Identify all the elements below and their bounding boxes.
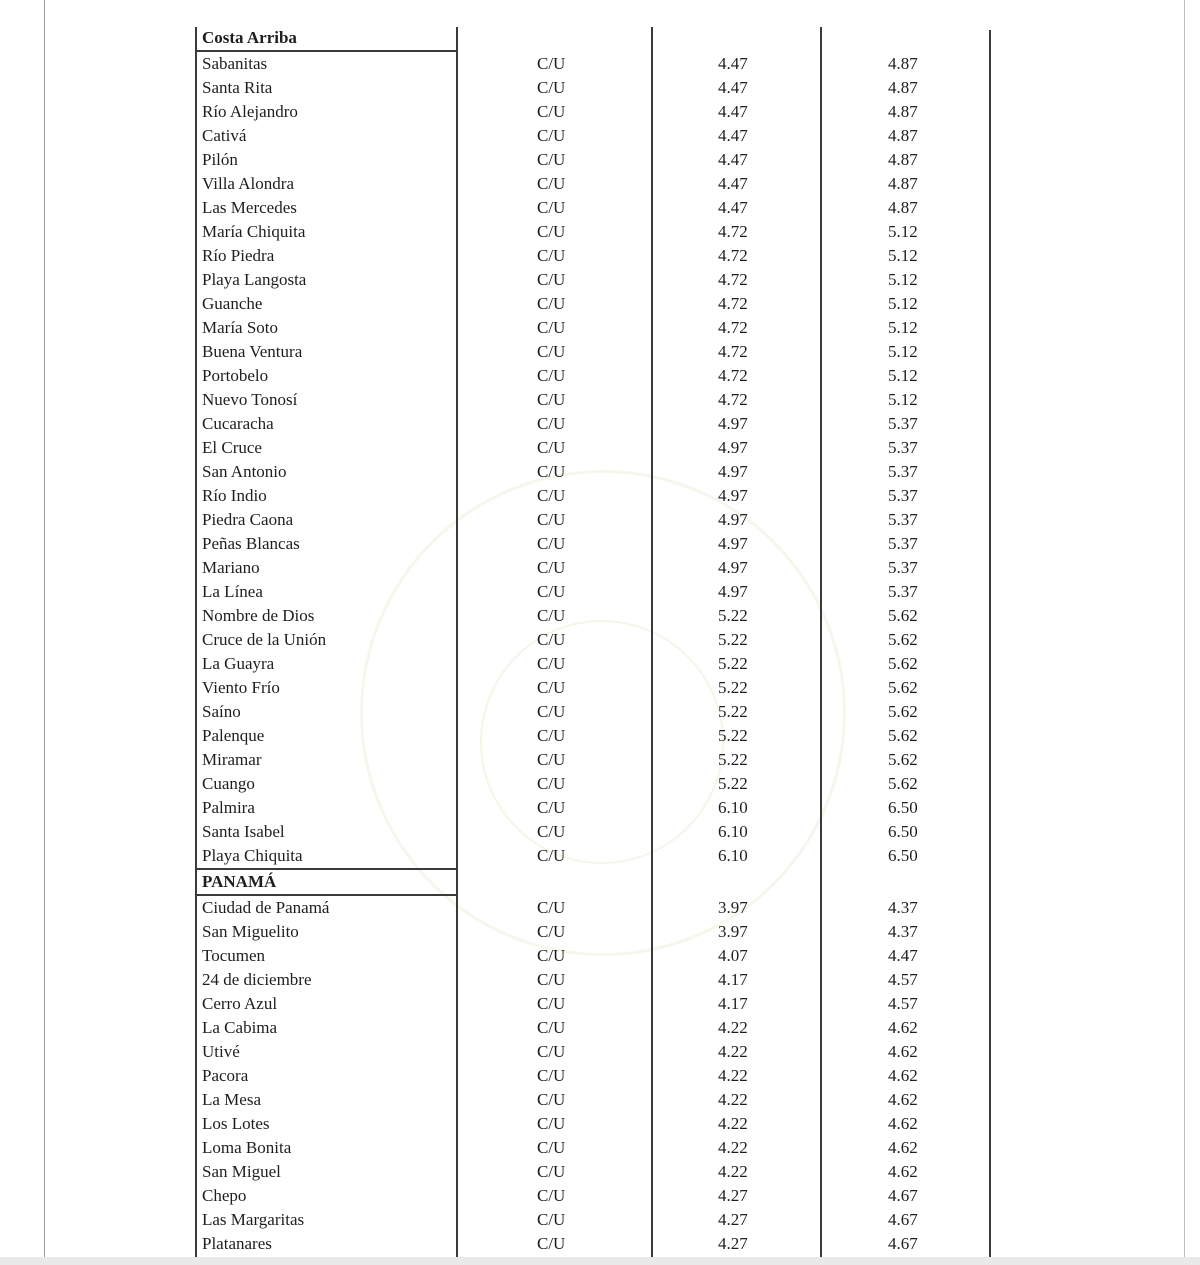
unit-cell: C/U [537, 1114, 566, 1133]
unit-cell: C/U [537, 994, 566, 1013]
price-cell-1: 4.22 [718, 1138, 748, 1157]
table-row [0, 316, 1200, 340]
price-cell-1: 5.22 [718, 750, 748, 769]
price-cell-1: 5.22 [718, 774, 748, 793]
price-cell-2: 5.62 [888, 678, 918, 697]
price-cell-1: 3.97 [718, 922, 748, 941]
price-cell-1: 5.22 [718, 630, 748, 649]
table-row [0, 556, 1200, 580]
unit-cell: C/U [537, 582, 566, 601]
price-cell-1: 6.10 [718, 798, 748, 817]
table-row [0, 652, 1200, 676]
location-name: Guanche [202, 294, 263, 313]
section-title: PANAMÁ [202, 872, 277, 891]
unit-cell: C/U [537, 898, 566, 917]
price-cell-2: 4.62 [888, 1162, 918, 1181]
price-cell-1: 4.97 [718, 534, 748, 553]
price-cell-1: 5.22 [718, 654, 748, 673]
table-row [0, 172, 1200, 196]
price-cell-1: 5.22 [718, 606, 748, 625]
price-cell-1: 5.22 [718, 702, 748, 721]
section-title: Costa Arriba [202, 28, 297, 47]
location-name: Cucaracha [202, 414, 274, 433]
unit-cell: C/U [537, 126, 566, 145]
table-row [0, 580, 1200, 604]
table-row [0, 52, 1200, 76]
table-row [0, 268, 1200, 292]
price-cell-1: 4.97 [718, 558, 748, 577]
location-name: Saíno [202, 702, 241, 721]
location-name: Palenque [202, 726, 265, 745]
unit-cell: C/U [537, 1234, 566, 1253]
price-cell-1: 4.22 [718, 1018, 748, 1037]
unit-cell: C/U [537, 1066, 566, 1085]
price-cell-2: 4.87 [888, 174, 918, 193]
price-cell-1: 4.22 [718, 1114, 748, 1133]
location-name: La Mesa [202, 1090, 262, 1109]
unit-cell: C/U [537, 750, 566, 769]
unit-cell: C/U [537, 606, 566, 625]
location-name: Miramar [202, 750, 262, 769]
price-cell-1: 4.72 [718, 270, 748, 289]
table-row [0, 968, 1200, 992]
unit-cell: C/U [537, 1186, 566, 1205]
unit-cell: C/U [537, 342, 566, 361]
price-cell-1: 4.22 [718, 1090, 748, 1109]
price-cell-2: 5.37 [888, 438, 918, 457]
price-cell-1: 4.22 [718, 1066, 748, 1085]
location-name: San Antonio [202, 462, 287, 481]
unit-cell: C/U [537, 1042, 566, 1061]
table-row [0, 748, 1200, 772]
table-row [0, 532, 1200, 556]
location-name: Sabanitas [202, 54, 268, 73]
location-name: San Miguel [202, 1162, 281, 1181]
price-cell-1: 4.72 [718, 318, 748, 337]
price-cell-2: 4.87 [888, 54, 918, 73]
price-cell-2: 5.37 [888, 534, 918, 553]
price-cell-1: 4.27 [718, 1210, 748, 1229]
price-cell-2: 4.87 [888, 102, 918, 121]
unit-cell: C/U [537, 270, 566, 289]
location-name: Loma Bonita [202, 1138, 292, 1157]
table-row [0, 1160, 1200, 1184]
price-cell-1: 4.47 [718, 126, 748, 145]
location-name: Pacora [202, 1066, 249, 1085]
unit-cell: C/U [537, 774, 566, 793]
table-row [0, 772, 1200, 796]
price-cell-2: 4.62 [888, 1090, 918, 1109]
price-cell-1: 4.72 [718, 342, 748, 361]
price-cell-2: 5.62 [888, 726, 918, 745]
price-cell-2: 5.12 [888, 294, 918, 313]
location-name: Nuevo Tonosí [202, 390, 298, 409]
price-cell-2: 5.37 [888, 510, 918, 529]
unit-cell: C/U [537, 1018, 566, 1037]
unit-cell: C/U [537, 654, 566, 673]
location-name: Cerro Azul [202, 994, 278, 1013]
table-row [0, 676, 1200, 700]
table-row [0, 364, 1200, 388]
price-cell-2: 5.37 [888, 414, 918, 433]
unit-cell: C/U [537, 462, 566, 481]
price-cell-2: 4.62 [888, 1042, 918, 1061]
location-name: Villa Alondra [202, 174, 294, 193]
location-name: Palmira [202, 798, 255, 817]
price-cell-2: 5.37 [888, 582, 918, 601]
location-name: La Guayra [202, 654, 275, 673]
location-name: El Cruce [202, 438, 262, 457]
location-name: La Línea [202, 582, 263, 601]
price-cell-2: 5.62 [888, 654, 918, 673]
price-cell-1: 4.47 [718, 102, 748, 121]
price-cell-1: 4.72 [718, 366, 748, 385]
location-name: Chepo [202, 1186, 247, 1205]
unit-cell: C/U [537, 534, 566, 553]
unit-cell: C/U [537, 1090, 566, 1109]
location-name: Las Margaritas [202, 1210, 305, 1229]
unit-cell: C/U [537, 630, 566, 649]
price-cell-1: 4.72 [718, 246, 748, 265]
location-name: Las Mercedes [202, 198, 297, 217]
price-cell-1: 4.72 [718, 294, 748, 313]
table-row [0, 796, 1200, 820]
unit-cell: C/U [537, 78, 566, 97]
table-row [0, 1184, 1200, 1208]
table-row [0, 700, 1200, 724]
location-name: Ciudad de Panamá [202, 898, 330, 917]
unit-cell: C/U [537, 438, 566, 457]
unit-cell: C/U [537, 198, 566, 217]
table-row [0, 508, 1200, 532]
price-cell-1: 4.47 [718, 78, 748, 97]
price-cell-1: 4.97 [718, 438, 748, 457]
price-cell-2: 4.57 [888, 970, 918, 989]
price-cell-1: 5.22 [718, 678, 748, 697]
table-row [0, 148, 1200, 172]
location-name: Río Indio [202, 486, 267, 505]
location-name: Cuango [202, 774, 255, 793]
unit-cell: C/U [537, 726, 566, 745]
price-cell-2: 4.87 [888, 78, 918, 97]
location-name: Pilón [202, 150, 238, 169]
price-cell-2: 4.37 [888, 898, 918, 917]
price-cell-2: 5.12 [888, 342, 918, 361]
price-cell-2: 6.50 [888, 846, 918, 865]
price-cell-2: 5.12 [888, 246, 918, 265]
table-row [0, 896, 1200, 920]
location-name: Río Piedra [202, 246, 275, 265]
price-cell-2: 4.62 [888, 1138, 918, 1157]
price-cell-2: 5.12 [888, 222, 918, 241]
location-name: La Cabima [202, 1018, 278, 1037]
location-name: Nombre de Dios [202, 606, 315, 625]
unit-cell: C/U [537, 558, 566, 577]
unit-cell: C/U [537, 486, 566, 505]
price-cell-2: 4.87 [888, 126, 918, 145]
table-row [0, 1112, 1200, 1136]
location-name: Cruce de la Unión [202, 630, 327, 649]
price-cell-2: 4.62 [888, 1114, 918, 1133]
unit-cell: C/U [537, 846, 566, 865]
table-row [0, 1040, 1200, 1064]
unit-cell: C/U [537, 970, 566, 989]
location-name: María Soto [202, 318, 279, 337]
unit-cell: C/U [537, 246, 566, 265]
table-row [0, 436, 1200, 460]
price-cell-1: 5.22 [718, 726, 748, 745]
price-cell-1: 4.27 [718, 1234, 748, 1253]
location-name: María Chiquita [202, 222, 306, 241]
price-cell-1: 4.17 [718, 970, 748, 989]
table-row [0, 220, 1200, 244]
price-cell-2: 5.37 [888, 558, 918, 577]
unit-cell: C/U [537, 222, 566, 241]
unit-cell: C/U [537, 798, 566, 817]
table-row [0, 1064, 1200, 1088]
price-cell-2: 4.67 [888, 1186, 918, 1205]
location-name: Río Alejandro [202, 102, 298, 121]
price-cell-1: 4.97 [718, 462, 748, 481]
location-name: Playa Chiquita [202, 846, 303, 865]
price-cell-2: 4.62 [888, 1018, 918, 1037]
price-cell-2: 4.57 [888, 994, 918, 1013]
table-row [0, 388, 1200, 412]
table-row [0, 1208, 1200, 1232]
price-cell-1: 4.97 [718, 582, 748, 601]
unit-cell: C/U [537, 702, 566, 721]
location-name: 24 de diciembre [202, 970, 312, 989]
table-row [0, 944, 1200, 968]
location-name: San Miguelito [202, 922, 299, 941]
price-cell-1: 6.10 [718, 822, 748, 841]
location-name: Playa Langosta [202, 270, 307, 289]
price-cell-1: 4.07 [718, 946, 748, 965]
unit-cell: C/U [537, 54, 566, 73]
location-name: Cativá [202, 126, 247, 145]
price-cell-2: 5.62 [888, 750, 918, 769]
table-row [0, 76, 1200, 100]
price-cell-2: 4.87 [888, 198, 918, 217]
price-cell-2: 4.87 [888, 150, 918, 169]
unit-cell: C/U [537, 922, 566, 941]
table-row [0, 100, 1200, 124]
table-row [0, 340, 1200, 364]
price-cell-2: 6.50 [888, 822, 918, 841]
location-name: Los Lotes [202, 1114, 270, 1133]
location-name: Santa Isabel [202, 822, 285, 841]
unit-cell: C/U [537, 510, 566, 529]
table-row [0, 992, 1200, 1016]
unit-cell: C/U [537, 1210, 566, 1229]
unit-cell: C/U [537, 294, 566, 313]
price-cell-1: 4.97 [718, 510, 748, 529]
unit-cell: C/U [537, 174, 566, 193]
location-name: Piedra Caona [202, 510, 294, 529]
location-name: Viento Frío [202, 678, 280, 697]
location-name: Utivé [202, 1042, 240, 1061]
price-cell-2: 6.50 [888, 798, 918, 817]
unit-cell: C/U [537, 102, 566, 121]
table-row [0, 292, 1200, 316]
table-row [0, 484, 1200, 508]
table-row [0, 196, 1200, 220]
table-row [0, 1088, 1200, 1112]
unit-cell: C/U [537, 318, 566, 337]
section-header [0, 870, 1200, 894]
table-row [0, 1232, 1200, 1256]
price-cell-2: 5.37 [888, 462, 918, 481]
price-cell-1: 6.10 [718, 846, 748, 865]
price-cell-2: 5.62 [888, 606, 918, 625]
table-row [0, 244, 1200, 268]
price-cell-2: 5.12 [888, 270, 918, 289]
price-cell-1: 4.22 [718, 1162, 748, 1181]
unit-cell: C/U [537, 1138, 566, 1157]
location-name: Santa Rita [202, 78, 273, 97]
price-cell-1: 4.47 [718, 174, 748, 193]
price-cell-1: 4.72 [718, 222, 748, 241]
price-cell-1: 4.17 [718, 994, 748, 1013]
price-cell-1: 4.22 [718, 1042, 748, 1061]
price-cell-1: 3.97 [718, 898, 748, 917]
price-cell-1: 4.97 [718, 414, 748, 433]
table-row [0, 920, 1200, 944]
price-cell-2: 4.67 [888, 1234, 918, 1253]
price-cell-2: 5.62 [888, 774, 918, 793]
price-cell-2: 5.12 [888, 390, 918, 409]
price-cell-2: 4.67 [888, 1210, 918, 1229]
price-cell-2: 4.47 [888, 946, 918, 965]
price-cell-2: 5.62 [888, 702, 918, 721]
location-name: Buena Ventura [202, 342, 303, 361]
price-cell-2: 4.37 [888, 922, 918, 941]
table-row [0, 1136, 1200, 1160]
location-name: Platanares [202, 1234, 272, 1253]
section-header [0, 26, 1200, 50]
price-cell-1: 4.47 [718, 150, 748, 169]
location-name: Peñas Blancas [202, 534, 300, 553]
unit-cell: C/U [537, 946, 566, 965]
unit-cell: C/U [537, 822, 566, 841]
price-cell-1: 4.72 [718, 390, 748, 409]
location-name: Portobelo [202, 366, 269, 385]
price-cell-2: 4.62 [888, 1066, 918, 1085]
price-cell-1: 4.47 [718, 54, 748, 73]
location-name: Tocumen [202, 946, 266, 965]
table-row [0, 820, 1200, 844]
price-cell-2: 5.12 [888, 366, 918, 385]
unit-cell: C/U [537, 366, 566, 385]
unit-cell: C/U [537, 1162, 566, 1181]
table-row [0, 412, 1200, 436]
price-cell-2: 5.37 [888, 486, 918, 505]
unit-cell: C/U [537, 150, 566, 169]
unit-cell: C/U [537, 414, 566, 433]
table-row [0, 460, 1200, 484]
table-row [0, 844, 1200, 868]
price-cell-2: 5.62 [888, 630, 918, 649]
table-row [0, 1016, 1200, 1040]
price-cell-2: 5.12 [888, 318, 918, 337]
table-row [0, 124, 1200, 148]
price-cell-1: 4.97 [718, 486, 748, 505]
location-name: Mariano [202, 558, 260, 577]
price-cell-1: 4.47 [718, 198, 748, 217]
table-row [0, 604, 1200, 628]
table-row [0, 628, 1200, 652]
price-cell-1: 4.27 [718, 1186, 748, 1205]
table-row [0, 724, 1200, 748]
unit-cell: C/U [537, 678, 566, 697]
unit-cell: C/U [537, 390, 566, 409]
